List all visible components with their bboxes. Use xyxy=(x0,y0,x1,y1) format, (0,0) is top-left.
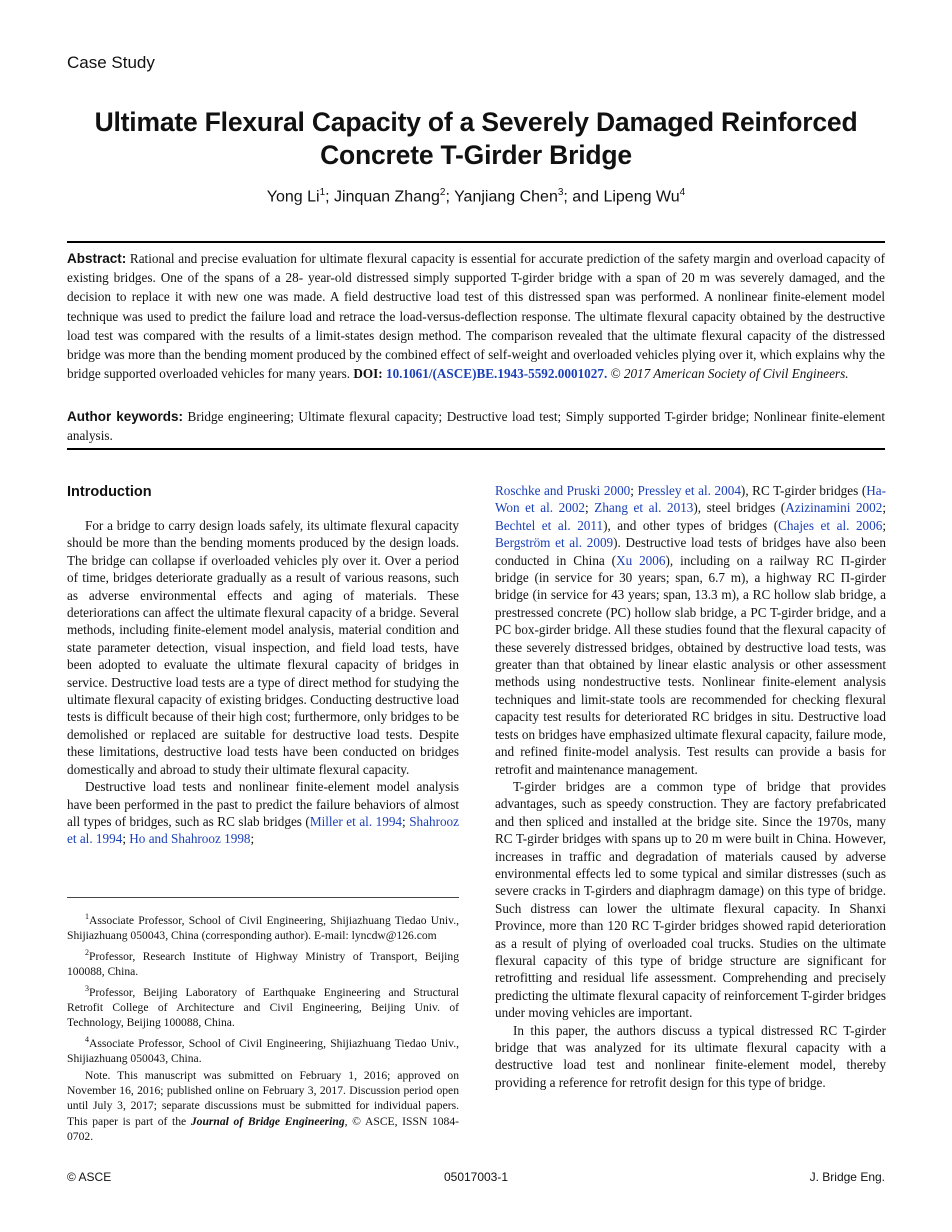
footnote-mark: 1 xyxy=(85,912,89,921)
section-label: Case Study xyxy=(67,53,155,72)
author-sep: ; xyxy=(325,188,335,206)
sep: ; xyxy=(882,517,886,533)
author-1-mark: 1 xyxy=(319,187,326,198)
paragraph xyxy=(495,482,886,778)
footnote-mark: 3 xyxy=(85,984,89,994)
footnote-mark: 4 xyxy=(85,1035,89,1045)
section-heading: Introduction xyxy=(67,484,152,500)
author-1: Yong Li xyxy=(266,188,320,206)
keywords-label: Author keywords: xyxy=(67,409,183,424)
journal-name: Journal of Bridge Engineering xyxy=(190,1114,345,1128)
sep: ). Destructive load tests of bridges have also been conducted in China ( xyxy=(495,535,886,568)
author-4: Lipeng Wu xyxy=(603,188,680,206)
citation-link[interactable]: Bechtel et al. 2011 xyxy=(495,517,604,533)
citation-link[interactable]: Miller et al. 1994 xyxy=(309,813,403,829)
title-line-2: Concrete T-Girder Bridge xyxy=(320,140,632,170)
page-number: 05017003-1 xyxy=(443,1170,509,1184)
note-text: , © ASCE, ISSN 1084-0702. xyxy=(67,1114,460,1143)
author-2-mark: 2 xyxy=(439,187,446,198)
paragraph: In this paper, the authors discuss a typical distressed RC T-girder bridge that was analyzed for its ultimate flexural capacity with a destructive load test and nonlinear finite-element model, thereby providing a reference for retrofit design for this type of bridge. xyxy=(495,1022,886,1090)
paragraph-text: ), including on a railway RC Π-girder bridge (in service for 30 years; span, 6.7 m), a highway RC Π-girder bridge (in service for 43 years; span, 13.3 m), a RC hollow slab bridge, a prestressed concrete (PC) hollow slab bridge, a PC T-girder bridge, and a PC box-girder bridge. All these studies found that the flexural capacity of these severely distressed bridges, obtained by destructive load tests, was greater than that obtained by linear elastic analysis or other assessment methods using nondestructive tests. Nonlinear finite-element analysis techniques and limit-state tools are recommended for checking flexural capacity test results for deteriorated RC bridges in situ. Destructive load tests on bridges have emphasized ultimate flexural capacity, failure mode, and refined finite-model analysis. Test results can provide a basis for retrofit and maintenance management. xyxy=(495,552,886,777)
footnote-mark: 2 xyxy=(85,948,89,958)
sep: ; xyxy=(585,500,595,516)
paragraph xyxy=(67,778,459,848)
citation-link[interactable]: Chajes et al. 2006 xyxy=(778,517,883,533)
citation-link[interactable]: Azizinamini 2002 xyxy=(785,500,883,516)
author-2: Jinquan Zhang xyxy=(334,188,440,206)
copyright: © 2017 American Society of Civil Engineers. xyxy=(607,366,849,382)
paragraph-text: Destructive load tests and nonlinear finite-element model analysis have been performed in the past to predict the failure behaviors of almost all types of bridges, such as RC slab bridges ( xyxy=(67,779,459,829)
footnote-1 xyxy=(67,909,459,943)
author-sep: ; and xyxy=(563,188,604,206)
sep: ; xyxy=(250,831,255,847)
citation-link[interactable]: Ho and Shahrooz 1998 xyxy=(129,831,251,847)
citation-link[interactable]: Xu 2006 xyxy=(616,552,666,568)
author-4-mark: 4 xyxy=(679,187,686,198)
doi-link[interactable]: 10.1061/(ASCE)BE.1943-5592.0001027. xyxy=(382,366,608,382)
sep: ), RC T-girder bridges ( xyxy=(740,483,867,498)
left-column xyxy=(67,517,459,848)
footer-copyright: © ASCE xyxy=(67,1170,112,1184)
abstract xyxy=(67,249,885,383)
paragraph: T-girder bridges are a common type of bridge that provides advantages, such as speedy construction. They are factory prefabricated and then spliced and installed at the bridge site. Since the 1970s, many RC T-girder bridges with spans up to 20 m were built in China. However, increases in traffic and degradation of materials caused by adverse environmental effects led to some typical and similar distresses (such as severe cracks in T-girders and diaphragm damage) on this type of bridge. Such distress can lower the ultimate flexural capacity. In Shanxi Province, more than 120 RC T-girder bridges showed rapid deterioration as a result of plying of overloaded coal trucks. Studies on the ultimate flexural capacity of this type of bridge structure are significant for retrofitting and residual life assessment. Comprehending and precisely predicting the ultimate flexural capacity of reinforcement T-girder bridges under moving vehicles are important. xyxy=(495,778,886,1021)
abstract-bottom-rule xyxy=(67,448,885,450)
footnote-text: Professor, Beijing Laboratory of Earthquake Engineering and Structural Retrofit College of Architecture and Civil Engineering, Beijing Univ. of Technology, Beijing 100088, China. xyxy=(67,985,459,1030)
author-sep: ; xyxy=(445,188,455,206)
author-list xyxy=(40,187,912,206)
citation-link[interactable]: Bergström et al. 2009 xyxy=(495,535,614,551)
footnote-text: Associate Professor, School of Civil Engineering, Shijiazhuang Tiedao Univ., Shijiazhuang 050043, China. xyxy=(67,1037,459,1066)
author-3: Yanjiang Chen xyxy=(454,188,558,206)
right-column xyxy=(495,482,886,1091)
note-text: Note. This manuscript was submitted on February 1, 2016; approved on November 16, 2016; published online on February 3, 2017. Discussion period open until July 3, 2017; separate discussions must be submitted for individual papers. This paper is part of the xyxy=(67,1069,459,1128)
sep: ; xyxy=(882,500,886,516)
paper-title xyxy=(40,106,912,172)
citation-link[interactable]: Ha-Won et al. 2002 xyxy=(495,483,886,516)
footnote-text: Associate Professor, School of Civil Engineering, Shijiazhuang Tiedao Univ., Shijiazhuang 050043, China (corresponding author). E-mail: lyncdw@126.com xyxy=(67,913,459,942)
footer-journal: J. Bridge Eng. xyxy=(809,1170,885,1184)
doi-label: DOI: xyxy=(353,366,383,382)
keywords xyxy=(67,407,885,445)
manuscript-note xyxy=(67,1068,459,1143)
sep: ; xyxy=(122,831,130,847)
citation-link[interactable]: Zhang et al. 2013 xyxy=(594,500,694,516)
footnote-2 xyxy=(67,945,459,979)
title-line-1: Ultimate Flexural Capacity of a Severely Damaged Reinforced xyxy=(94,107,858,137)
abstract-text: Rational and precise evaluation for ultimate flexural capacity is essential for accurate prediction of the safety margin and overload capacity of existing bridges. One of the spans of a 28- year-old distressed simply supported T-girder bridge with a span of 20 m was severely damaged, and the decision to replace it with new one was made. A field destructive load test of this distressed span was performed. A nonlinear finite-element model technique was used to predict the failure load and retrace the load-versus-deflection response. The ultimate flexural capacity obtained by the destructive load test was compared with the results of a limit-states design method. The comparison revealed that the ultimate flexural capacity of the distressed bridge was more than the bending moment produced by the combined effect of self-weight and overloaded vehicles plying over it, which explains why the bridge supported overloaded vehicles for many years. xyxy=(67,251,885,382)
footnote-3 xyxy=(67,981,459,1030)
citation-link[interactable]: Roschke and Pruski 2000 xyxy=(495,483,631,498)
citation-link[interactable]: Shahrooz et al. 1994 xyxy=(67,813,459,847)
footnote-text: Professor, Research Institute of Highway Ministry of Transport, Beijing 100088, China. xyxy=(67,949,459,978)
abstract-top-rule xyxy=(67,241,885,243)
footnote-rule xyxy=(67,897,459,898)
citation-link[interactable]: Pressley et al. 2004 xyxy=(637,483,741,498)
paragraph: For a bridge to carry design loads safely, its ultimate flexural capacity should be more than the bending moments produced by the design loads. The bridge can collapse if overloaded vehicles ply over it. Over a period of time, bridges deteriorate gradually as a result of various reasons, such as adverse environmental effects and aging of materials. These deteriorations can affect the ultimate flexural capacity of a bridge. Several methods, including finite-element model analysis, material condition and state parameter detection, visual inspection, and field load tests, have been adopted to evaluate the ultimate flexural capacity of bridges in service. Destructive load tests are a type of direct method for studying the ultimate flexural capacity of existing bridges. Conducting destructive load tests is difficult because of their high cost; furthermore, only bridges to be demolished or replaced are suitable for destructive load tests. Despite these limitations, destructive load tests have been conducted on bridges domestically and abroad to study their ultimate flexural capacity. xyxy=(67,518,459,777)
footnote-4 xyxy=(67,1032,459,1066)
sep: ), and other types of bridges ( xyxy=(603,517,779,533)
sep: ), steel bridges ( xyxy=(693,500,786,516)
footnotes xyxy=(67,909,459,1146)
author-3-mark: 3 xyxy=(557,187,564,198)
keywords-text: Bridge engineering; Ultimate flexural capacity; Destructive load test; Simply supported T-girder bridge; Nonlinear finite-element analysis. xyxy=(67,409,885,444)
sep: ; xyxy=(402,813,410,829)
abstract-label: Abstract: xyxy=(67,251,127,266)
sep: ; xyxy=(630,483,638,498)
